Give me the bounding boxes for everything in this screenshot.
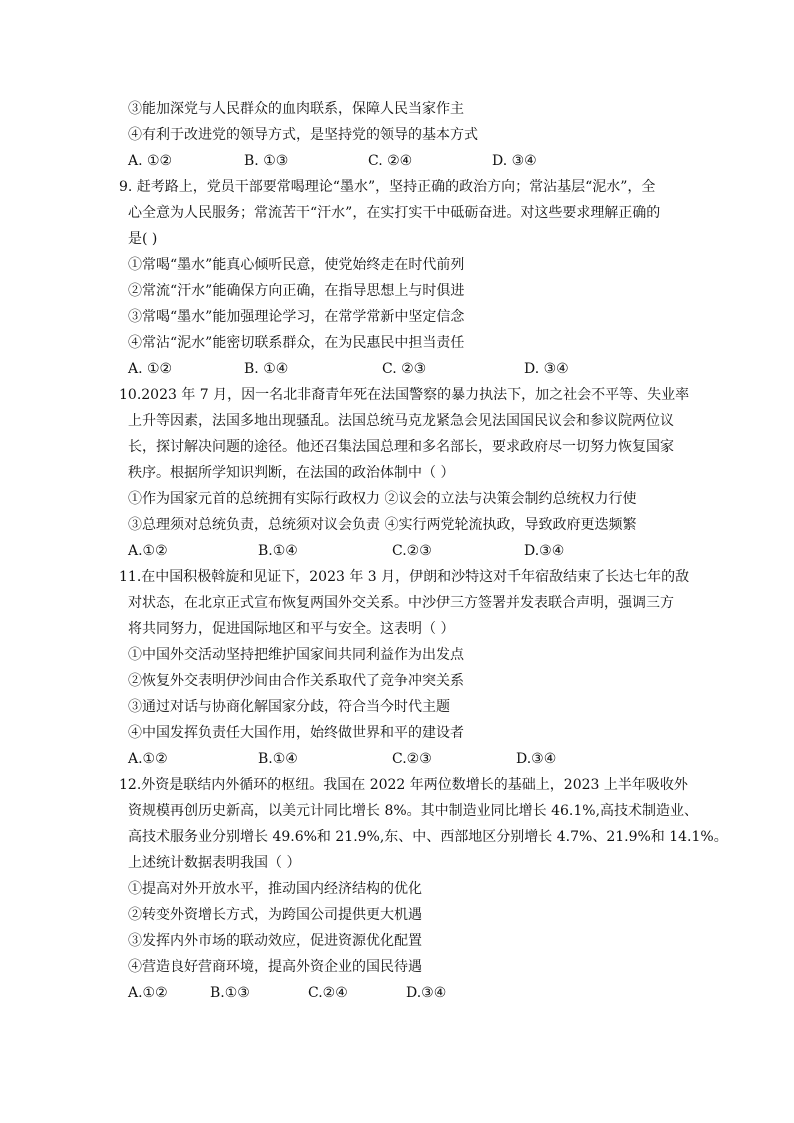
q12-option-b: B.①③ xyxy=(210,985,250,1001)
q11-option-b: B.①④ xyxy=(258,751,298,767)
q8-option-c: C. ②④ xyxy=(368,153,413,169)
q11-item-3: ③通过对话与协商化解国家分歧，符合当今时代主题 xyxy=(128,699,450,715)
q11-option-d: D.③④ xyxy=(516,751,557,767)
q10-items-line-2: ③总理须对总统负责，总统须对议会负责 ④实行两党轮流执政，导致政府更迭频繁 xyxy=(128,517,637,533)
q9-option-b: B. ①④ xyxy=(244,361,289,377)
q10-items-line-1: ①作为国家元首的总统拥有实际行政权力 ②议会的立法与决策会制约总统权力行使 xyxy=(128,491,637,507)
q10-stem-line-3: 长，探讨解决问题的途径。他还召集法国总理和多名部长，要求政府尽一切努力恢复国家 xyxy=(128,439,674,455)
q12-stem-line-4: 上述统计数据表明我国（ ） xyxy=(128,855,301,871)
q9-item-3: ③常喝“墨水”能加强理论学习，在常学常新中坚定信念 xyxy=(128,309,465,325)
q10-option-c: C.②③ xyxy=(392,543,432,559)
q12-item-4: ④营造良好营商环境，提高外资企业的国民待遇 xyxy=(128,959,422,975)
q9-item-1: ①常喝“墨水”能真心倾听民意，使党始终走在时代前列 xyxy=(128,257,465,273)
q9-option-d: D. ③④ xyxy=(524,361,569,377)
q10-stem-line-4: 秩序。根据所学知识判断，在法国的政治体制中（ ） xyxy=(128,465,455,481)
q10-stem-line-1: 10.2023 年 7 月，因一名北非裔青年死在法国警察的暴力执法下，加之社会不平等、失业率 xyxy=(119,387,690,403)
q12-stem-line-2: 资规模再创历史新高，以美元计同比增长 8%。其中制造业同比增长 46.1%,高技术制造业、 xyxy=(128,803,699,819)
q12-item-1: ①提高对外开放水平，推动国内经济结构的优化 xyxy=(128,881,422,897)
q12-option-d: D.③④ xyxy=(406,985,447,1001)
q10-stem-line-2: 上升等因素，法国多地出现骚乱。法国总统马克龙紧急会见法国国民议会和参议院两位议 xyxy=(128,413,674,429)
q8-option-d: D. ③④ xyxy=(492,153,537,169)
q9-option-c: C. ②③ xyxy=(382,361,427,377)
q10-option-b: B.①④ xyxy=(258,543,298,559)
q8-option-a: A. ①② xyxy=(128,153,173,169)
q11-item-1: ①中国外交活动坚持把维护国家间共同利益作为出发点 xyxy=(128,647,464,663)
q11-option-c: C.②③ xyxy=(392,751,432,767)
q10-option-a: A.①② xyxy=(128,543,168,559)
q9-stem-line-2: 心全意为人民服务；常流苦干“汗水”，在实打实干中砥砺奋进。对这些要求理解正确的 xyxy=(128,205,661,221)
q12-item-2: ②转变外资增长方式，为跨国公司提供更大机遇 xyxy=(128,907,422,923)
q12-option-a: A.①② xyxy=(128,985,168,1001)
q8-item-3: ③能加深党与人民群众的血肉联系，保障人民当家作主 xyxy=(128,101,464,117)
q11-stem-line-1: 11.在中国积极斡旋和见证下，2023 年 3 月，伊朗和沙特这对千年宿敌结束了长达七年的敌 xyxy=(119,569,690,585)
q9-stem-line-1: 9. 赶考路上，党员干部要常喝理论“墨水”，坚持正确的政治方向；常沾基层“泥水”，全 xyxy=(119,179,656,195)
q12-option-c: C.②④ xyxy=(308,985,348,1001)
q11-item-4: ④中国发挥负责任大国作用，始终做世界和平的建设者 xyxy=(128,725,464,741)
q11-item-2: ②恢复外交表明伊沙间由合作关系取代了竞争冲突关系 xyxy=(128,673,464,689)
q12-stem-line-3: 高技术服务业分别增长 49.6%和 21.9%,东、中、西部地区分别增长 4.7%、21.9%和 14.1%。 xyxy=(128,829,728,845)
q8-option-b: B. ①③ xyxy=(244,153,289,169)
q8-item-4: ④有利于改进党的领导方式，是坚持党的领导的基本方式 xyxy=(128,127,478,143)
q9-item-2: ②常流“汗水”能确保方向正确，在指导思想上与时俱进 xyxy=(128,283,465,299)
q10-option-d: D.③④ xyxy=(524,543,565,559)
q9-item-4: ④常沾“泥水”能密切联系群众，在为民惠民中担当责任 xyxy=(128,335,465,351)
q12-stem-line-1: 12.外资是联结内外循环的枢纽。我国在 2022 年两位数增长的基础上，2023 上半年吸收外 xyxy=(119,777,688,793)
q12-item-3: ③发挥内外市场的联动效应，促进资源优化配置 xyxy=(128,933,422,949)
q11-stem-line-3: 将共同努力，促进国际地区和平与安全。这表明（ ） xyxy=(128,621,455,637)
q11-stem-line-2: 对状态，在北京正式宣布恢复两国外交关系。中沙伊三方签署并发表联合声明，强调三方 xyxy=(128,595,674,611)
q9-option-a: A. ①② xyxy=(128,361,173,377)
q11-option-a: A.①② xyxy=(128,751,168,767)
q9-stem-line-3: 是( ) xyxy=(128,231,158,247)
